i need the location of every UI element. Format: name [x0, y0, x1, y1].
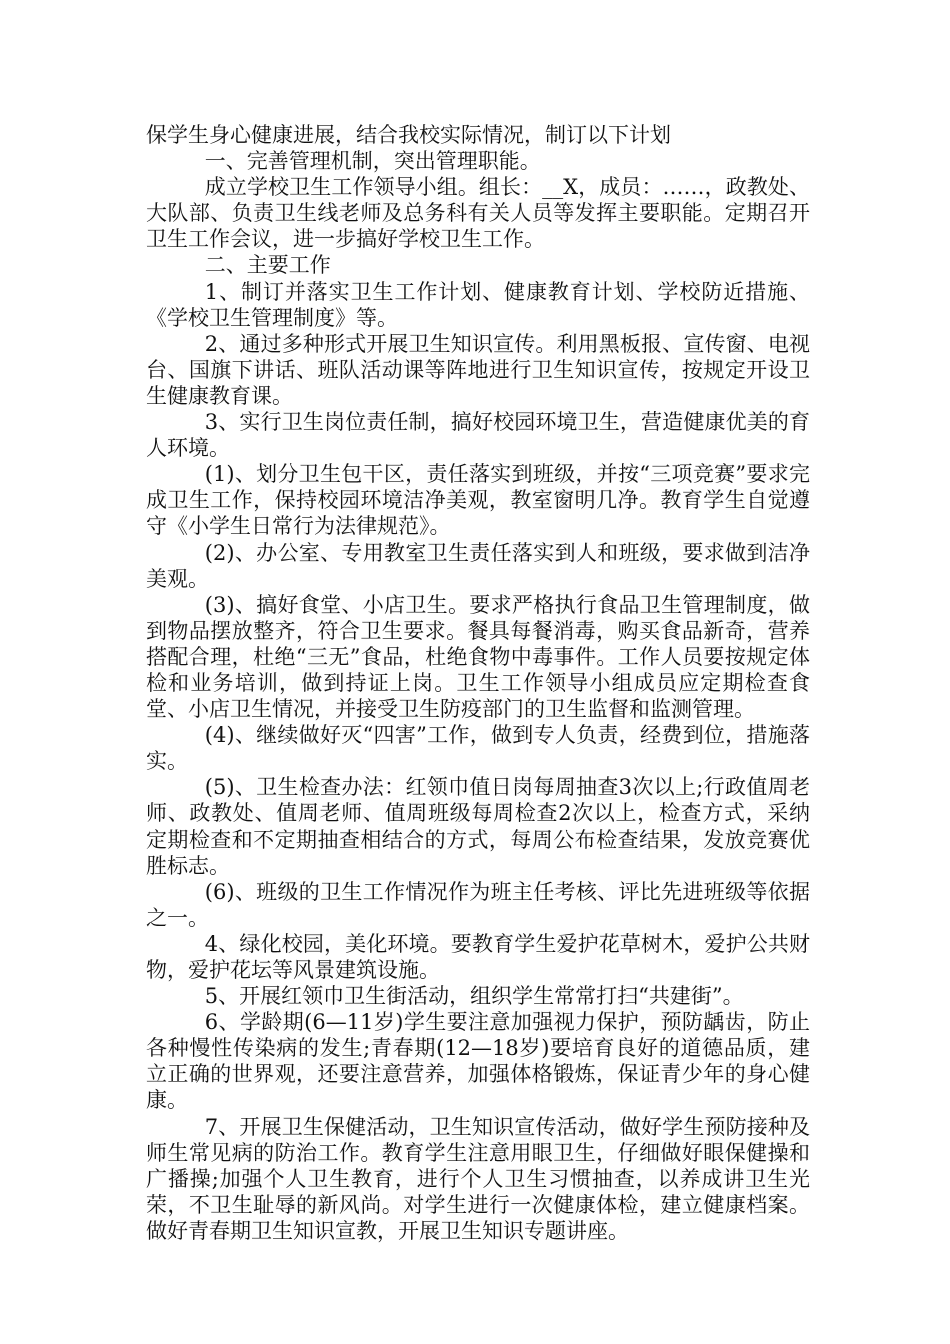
subitem-3: (3)、搞好食堂、小店卫生。要求严格执行食品卫生管理制度，做到物品摆放整齐，符合卫生要求。餐具每餐消毒，购买食品新奇，营养搭配合理，杜绝“三无”食品，杜绝食物中毒事件。工作人员要按规定体检和业务培训，做到持证上岗。卫生工作领导小组成员应定期检查食堂、小店卫生情况，并接受卫生防疫部门的卫生监督和监测管理。: [146, 592, 810, 722]
document-body: [146, 122, 810, 1244]
item-6: 6、学龄期(6—11岁)学生要注意加强视力保护，预防龋齿，防止各种慢性传染病的发生;青春期(12—18岁)要培育良好的道德品质，建立正确的世界观，还要注意营养，加强体格锻炼，保证青少年的身心健康。: [146, 1010, 810, 1113]
subitem-4: (4)、继续做好灭“四害”工作，做到专人负责，经费到位，措施落实。: [146, 723, 810, 774]
subitem-6: (6)、班级的卫生工作情况作为班主任考核、评比先进班级等依据之一。: [146, 879, 810, 930]
subitem-5: (5)、卫生检查办法：红领巾值日岗每周抽查3次以上;行政值周老师、政教处、值周老师、值周班级每周检查2次以上，检查方式，采纳定期检查和不定期抽查相结合的方式，每周公布检查结果，发放竞赛优胜标志。: [146, 775, 810, 878]
paragraph-leadership: 成立学校卫生工作领导小组。组长：__X，成员：……，政教处、大队部、负责卫生线老师及总务科有关人员等发挥主要职能。定期召开卫生工作会议，进一步搞好学校卫生工作。: [146, 175, 810, 252]
section-heading-2: 二、主要工作: [204, 253, 331, 278]
item-7: 7、开展卫生保健活动，卫生知识宣传活动，做好学生预防接种及师生常见病的防治工作。教育学生注意用眼卫生，仔细做好眼保健操和广播操;加强个人卫生教育，进行个人卫生习惯抽查，以养成讲卫生光荣，不卫生耻辱的新风尚。对学生进行一次健康体检，建立健康档案。做好青春期卫生知识宣教，开展卫生知识专题讲座。: [146, 1114, 810, 1243]
subitem-2: (2)、办公室、专用教室卫生责任落实到人和班级，要求做到洁净美观。: [146, 540, 810, 591]
paragraph-intro: 保学生身心健康进展，结合我校实际情况，制订以下计划: [146, 123, 671, 147]
item-3: 3、实行卫生岗位责任制，搞好校园环境卫生，营造健康优美的育人环境。: [146, 410, 810, 461]
item-1: 1、制订并落实卫生工作计划、健康教育计划、学校防近措施、《学校卫生管理制度》等。: [146, 279, 810, 330]
subitem-1: (1)、划分卫生包干区，责任落实到班级，并按“三项竞赛”要求完成卫生工作，保持校园环境洁净美观，教室窗明几净。教育学生自觉遵守《小学生日常行为法律规范》。: [146, 462, 810, 539]
item-5: 5、开展红领巾卫生街活动，组织学生常常打扫“共建街”。: [204, 984, 744, 1009]
section-heading-1: 一、完善管理机制，突出管理职能。: [204, 149, 541, 174]
item-4: 4、绿化校园，美化环境。要教育学生爱护花草树木，爱护公共财物，爱护花坛等风景建筑设施。: [146, 931, 810, 982]
item-2: 2、通过多种形式开展卫生知识宣传。利用黑板报、宣传窗、电视台、国旗下讲话、班队活动课等阵地进行卫生知识宣传，按规定开设卫生健康教育课。: [146, 331, 810, 408]
